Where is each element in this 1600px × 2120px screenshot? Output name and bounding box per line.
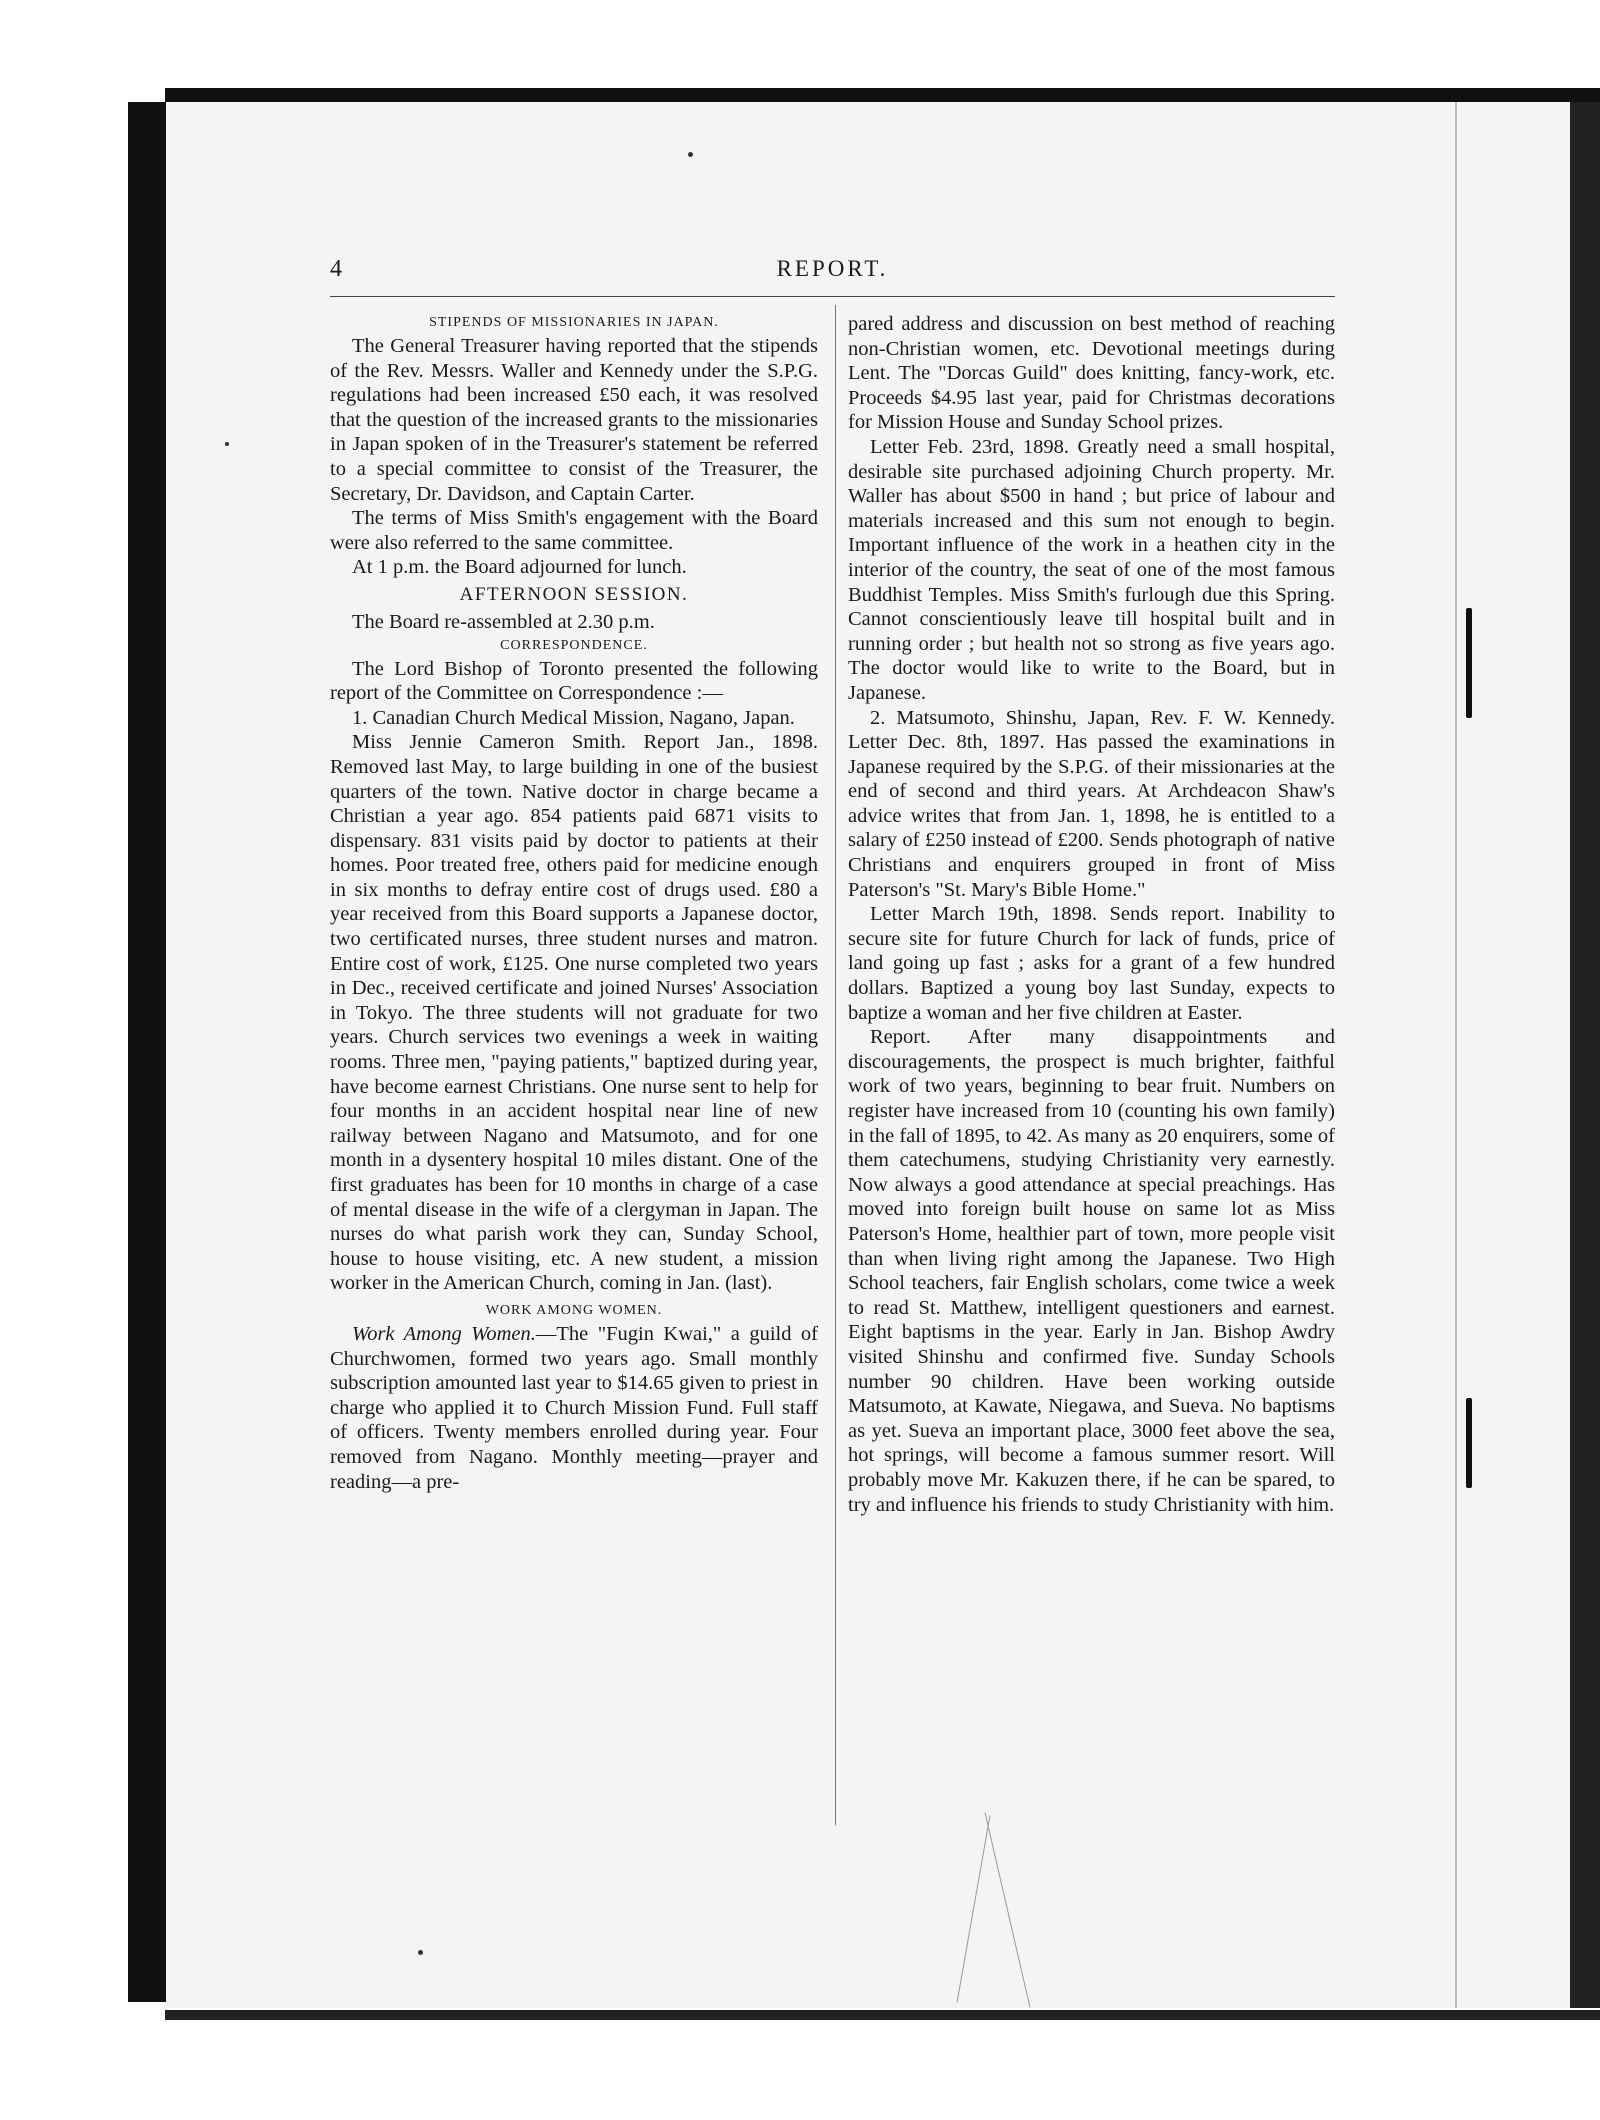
scan-border-top xyxy=(165,88,1600,102)
speck xyxy=(418,1950,423,1955)
heading-correspondence: CORRESPONDENCE. xyxy=(500,637,648,653)
page-number: 4 xyxy=(330,256,342,282)
paragraph: 2. Matsumoto, Shinshu, Japan, Rev. F. W. Kennedy. Letter Dec. 8th, 1897. Has passed the examinations in Japanese required by the S.P.G. of their missionaries at the end of second and third years. At Archdeacon Shaw's advice writes that from Jan. 1, 1898, he is entitled to a salary of £250 instead of £200. Sends photograph of native Christians and enquirers grouped in front of Miss Paterson's "St. Mary's Bible Home." xyxy=(848,706,1335,901)
paragraph: pared address and discussion on best method of reaching non-Christian women, etc. Devotional meetings during Lent. The "Dorcas Guild" does knitting, fancy-work, etc. Proceeds $4.95 last year, paid for Christmas decorations for Mission House and Sunday School prizes. xyxy=(848,313,1335,434)
heading-afternoon-session: AFTERNOON SESSION. xyxy=(459,583,689,605)
scan-border-bottom xyxy=(165,2010,1600,2020)
margin-mark xyxy=(1466,1398,1472,1488)
heading-work-among-women: WORK AMONG WOMEN. xyxy=(485,1302,663,1318)
paragraph: The terms of Miss Smith's engagement with the Board were also referred to the same committee. xyxy=(330,507,818,554)
column-divider xyxy=(835,305,836,1825)
speck xyxy=(688,152,693,157)
italic-lead: Work Among Women. xyxy=(352,1322,536,1345)
paragraph: 1. Canadian Church Medical Mission, Nagano, Japan. xyxy=(352,706,795,729)
margin-mark xyxy=(1466,608,1472,718)
running-head: REPORT. xyxy=(776,256,889,281)
page-header xyxy=(330,256,1335,296)
paragraph: The General Treasurer having reported that the stipends of the Rev. Messrs. Waller and Kennedy under the S.P.G. regulations had been increased £50 each, it was resolved that the question of the increased grants to the missionaries in Japan spoken of in the Treasurer's statement be referred to a special committee to consist of the Treasurer, the Secretary, Dr. Davidson, and Captain Carter. xyxy=(330,335,818,505)
paragraph: The Board re-assembled at 2.30 p.m. xyxy=(352,610,655,633)
left-column xyxy=(330,312,818,1494)
page-fold-line xyxy=(1455,102,1457,2008)
paragraph: The Lord Bishop of Toronto presented the following report of the Committee on Correspondence :— xyxy=(330,657,818,705)
paragraph: Report. After many disappointments and discouragements, the prospect is much brighter, faithful work of two years, beginning to bear fruit. Numbers on register have increased from 10 (counting his own family) in the fall of 1895, to 42. As many as 20 enquirers, some of them catechumens, studying Christianity very earnestly. Now always a good attendance at special preachings. Has moved into foreign built house on same lot as Miss Paterson's Home, healthier part of town, more people visit than when living right among the Japanese. Two High School teachers, fair English scholars, come twice a week to read St. Matthew, intelligent questioners and earnest. Eight baptisms in the year. Early in Jan. Bishop Awdry visited Shinshu and confirmed five. Sunday Schools number 90 children. Have been working outside Matsumoto, at Kawate, Niegawa, and Sueva. No baptisms as yet. Sueva an important place, 3000 feet above the sea, hot springs, will become a famous summer resort. Will probably move Mr. Kakuzen there, if he can be spared, to try and influence his friends to study Christianity with him. xyxy=(848,1026,1335,1516)
header-rule xyxy=(330,296,1335,297)
paragraph: Miss Jennie Cameron Smith. Report Jan., 1898. Removed last May, to large building in one of the busiest quarters of the town. Native doctor in charge became a Christian a year ago. 854 patients paid 6871 visits to dispensary. 831 visits paid by doctor to patients at their homes. Poor treated free, others paid for medicine enough in six months to defray entire cost of drugs used. £80 a year received from this Board supports a Japanese doctor, two certificated nurses, three student nurses and matron. Entire cost of work, £125. One nurse completed two years in Dec., received certificate and joined Nurses' Association in Tokyo. The three students will not graduate for two years. Church services two evenings a week in waiting rooms. Three men, "paying patients," baptized during year, have become earnest Christians. One nurse sent to help for four months in an accident hospital near line of new railway between Nagano and Matsumoto, and for one month in a dysentery hospital 10 miles distant. One of the first graduates has been for 10 months in charge of a case of mental disease in the wife of a clergyman in Japan. The nurses do what parish work they can, Sunday School, house to house visiting, etc. A new student, a mission worker in the American Church, coming in Jan. (last). xyxy=(330,731,818,1295)
right-column xyxy=(848,312,1335,1517)
scan-border-right xyxy=(1570,102,1600,2008)
scan-border-left xyxy=(128,102,166,2002)
heading-stipends: STIPENDS OF MISSIONARIES IN JAPAN. xyxy=(429,315,719,330)
paragraph-text: —The "Fugin Kwai," a guild of Churchwomen, formed two years ago. Small monthly subscription amounted last year to $14.65 given to priest in charge who applied it to Church Mission Fund. Full staff of officers. Twenty members enrolled during year. Four removed from Nagano. Monthly meeting—prayer and reading—a pre- xyxy=(330,1322,818,1493)
speck xyxy=(225,442,229,446)
paragraph xyxy=(330,1322,818,1494)
paragraph: Letter Feb. 23rd, 1898. Greatly need a small hospital, desirable site purchased adjoining Church property. Mr. Waller has about $500 in hand ; but price of labour and materials increased and this sum not enough to begin. Important influence of the work in a heathen city in the interior of the country, the seat of one of the most famous Buddhist Temples. Miss Smith's furlough due this Spring. Cannot conscientiously leave till hospital built and in running order ; but health not so strong as five years ago. The doctor would like to write to the Board, but in Japanese. xyxy=(848,435,1335,704)
paragraph: At 1 p.m. the Board adjourned for lunch. xyxy=(352,556,687,579)
paragraph: Letter March 19th, 1898. Sends report. Inability to secure site for future Church for lack of funds, price of land going up fast ; asks for a grant of a few hundred dollars. Baptized a young boy last Sunday, expects to baptize a woman and her five children at Easter. xyxy=(848,903,1335,1024)
